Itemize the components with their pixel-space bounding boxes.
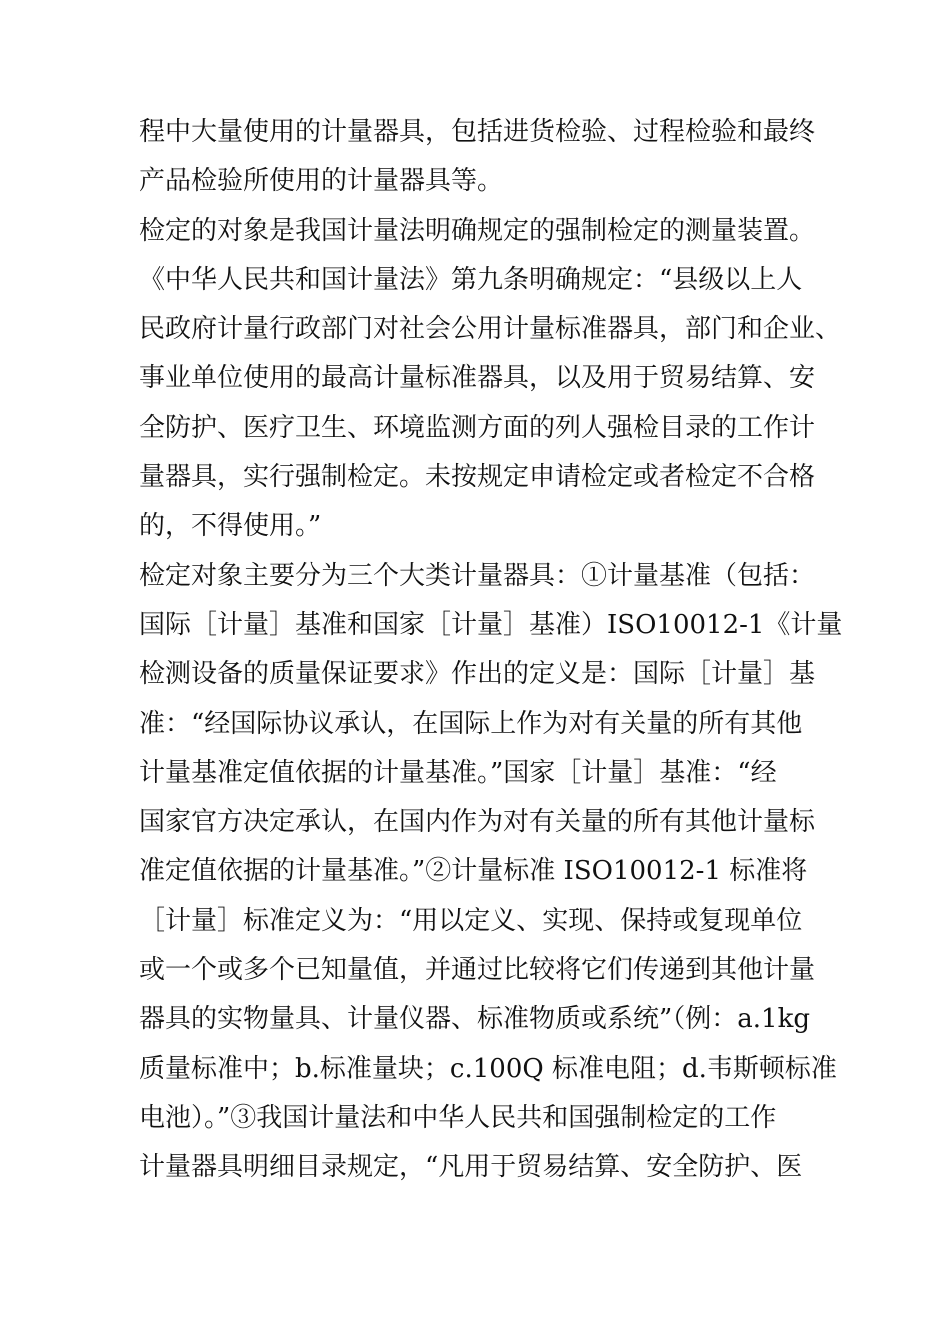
text-line: 的，不得使用。” [139, 511, 322, 542]
text-line: 量器具，实行强制检定。未按规定申请检定或者检定不合格 [139, 462, 816, 493]
text-line: 程中大量使用的计量器具，包括进货检验、过程检验和最终 [139, 117, 816, 147]
text-line: 《中华人民共和国计量法》第九条明确规定：“县级以上人 [139, 264, 803, 295]
text-line: 质量标准中；b.标准量块；c.100Q 标准电阻；d.韦斯顿标准 [139, 1053, 837, 1084]
body-text [139, 108, 843, 1193]
text-line: 全防护、医疗卫生、环境监测方面的列人强检目录的工作计 [139, 412, 816, 443]
text-line: 器具的实物量具、计量仪器、标准物质或系统”（例：a.1kg [139, 1004, 810, 1035]
text-line: ［计量］标准定义为：“用以定义、实现、保持或复现单位 [139, 905, 803, 936]
text-line: 计量器具明细目录规定，“凡用于贸易结算、安全防护、医 [139, 1152, 803, 1183]
text-line: 民政府计量行政部门对社会公用计量标准器具，部门和企业、 [139, 314, 842, 345]
text-line: 准定值依据的计量基准。”②计量标准 ISO10012-1 标准将 [139, 856, 808, 887]
text-line: 检测设备的质量保证要求》作出的定义是：国际［计量］基 [139, 659, 816, 690]
text-line: 事业单位使用的最高计量标准器具，以及用于贸易结算、安 [139, 363, 816, 394]
text-line: 计量基准定值依据的计量基准。”国家［计量］基准：“经 [139, 757, 777, 788]
text-line: 产品检验所使用的计量器具等。 [139, 166, 504, 197]
text-line: 准：“经国际协议承认，在国际上作为对有关量的所有其他 [139, 708, 803, 739]
text-line: 国家官方决定承认，在国内作为对有关量的所有其他计量标 [139, 807, 816, 838]
text-line: 检定的对象是我国计量法明确规定的强制检定的测量装置。 [139, 215, 816, 246]
text-line: 电池）。”③我国计量法和中华人民共和国强制检定的工作 [139, 1102, 777, 1133]
text-line: 国际［计量］基准和国家［计量］基准）ISO10012-1《计量 [139, 609, 843, 640]
text-line: 或一个或多个已知量值，并通过比较将它们传递到其他计量 [139, 955, 816, 986]
text-line: 检定对象主要分为三个大类计量器具：①计量基准（包括： [139, 560, 816, 591]
